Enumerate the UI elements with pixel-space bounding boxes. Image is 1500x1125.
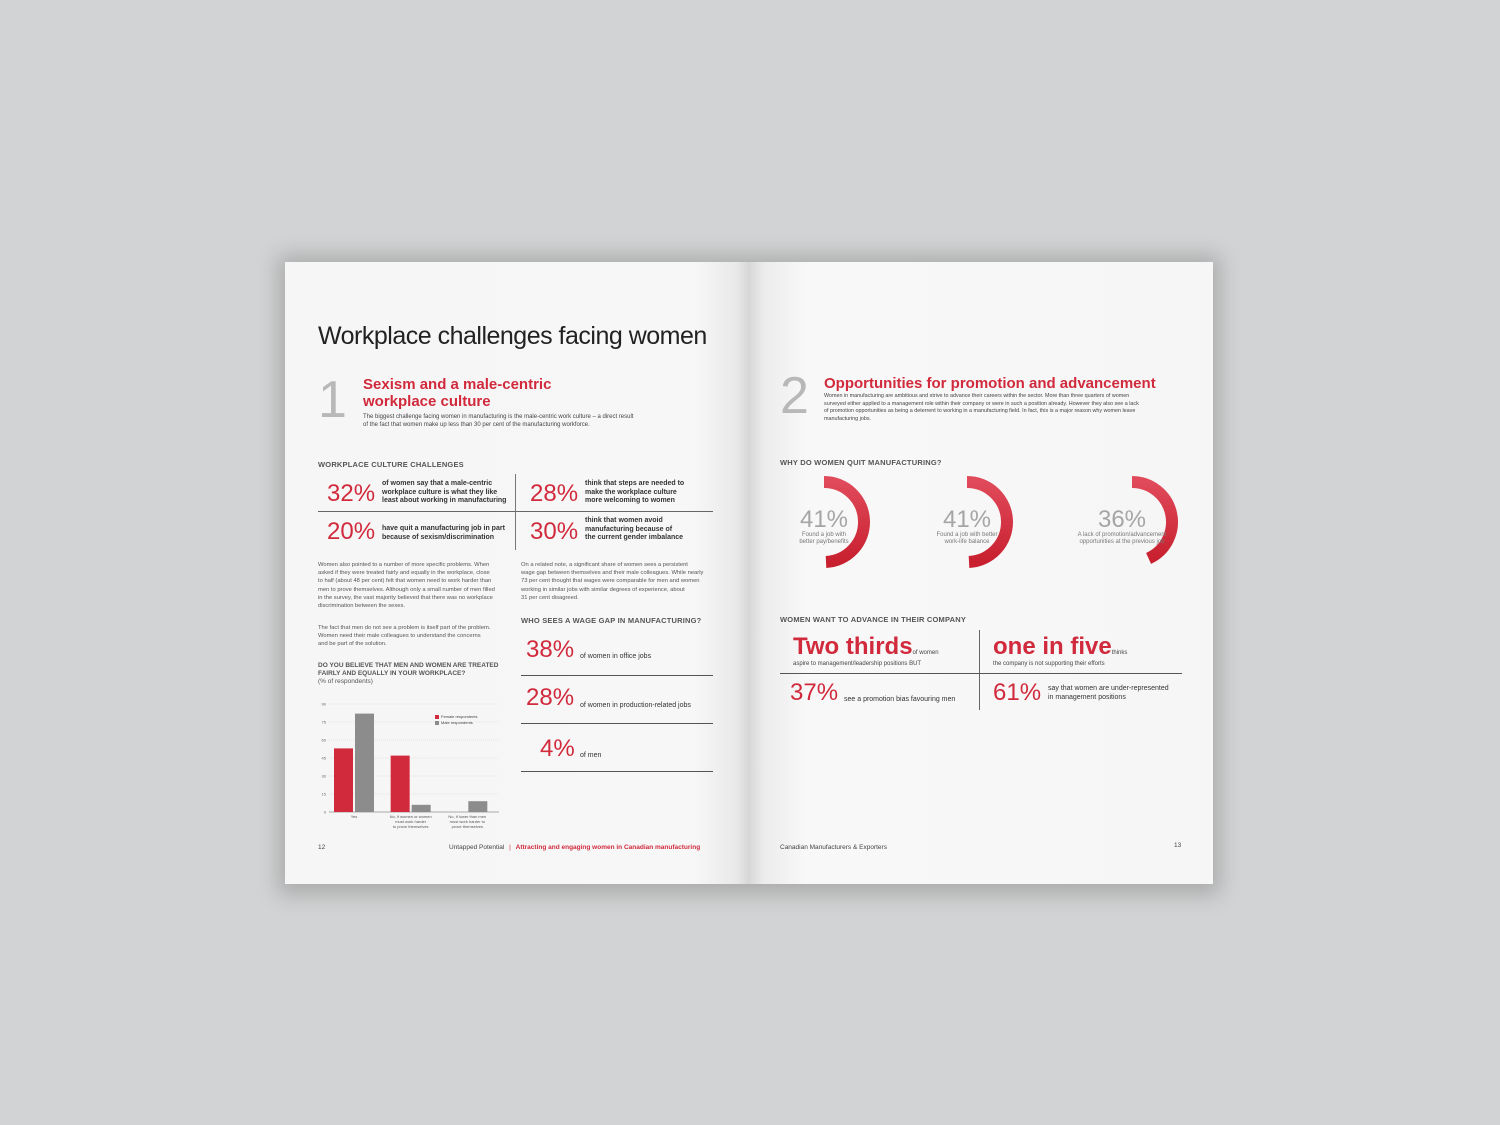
chart-legend-swatch <box>435 715 439 719</box>
wage-divider-3 <box>521 771 713 772</box>
one-in-five-big: one in five <box>993 633 1112 660</box>
body-left-para1 <box>318 561 513 610</box>
chart-heading-line2: FAIRLY AND EQUALLY IN YOUR WORKPLACE? <box>318 670 466 677</box>
stat-20-value: 20% <box>327 518 376 545</box>
footer-subtitle: Attracting and engaging women in Canadian manufacturing <box>515 844 701 851</box>
stat-28-value: 28% <box>530 480 579 507</box>
stat-61-value: 61% <box>993 679 1042 706</box>
body-right-line: working in similar jobs with similar degrees of experience, about <box>521 586 685 593</box>
quit-donut-3-cap1: A lack of promotion/advancement <box>1077 532 1167 538</box>
stat-30-line3: the current gender imbalance <box>585 534 684 541</box>
left-page <box>285 262 750 884</box>
one-in-five-stat <box>993 635 1127 659</box>
quit-donut-2-value: 41% <box>942 506 992 533</box>
stat-37 <box>790 681 838 705</box>
body-left-line: men to prove themselves. Although only a small number of men filled <box>318 586 495 593</box>
chart-y-tick-label: 90 <box>321 701 326 707</box>
stat-20-line1: have quit a manufacturing job in part <box>382 525 505 532</box>
two-thirds-small: of women <box>912 650 939 656</box>
one-in-five-small: thinks <box>1111 650 1128 656</box>
footer-separator: | <box>509 844 511 851</box>
bar-chart <box>315 694 515 844</box>
section2-intro-line: manufacturing jobs. <box>824 415 872 422</box>
chart-y-tick-label: 15 <box>321 791 326 797</box>
body-right-para <box>521 561 721 602</box>
page-title: Workplace challenges facing women <box>318 322 707 350</box>
quit-heading: WHY DO WOMEN QUIT MANUFACTURING? <box>780 458 942 467</box>
chart-y-tick-label: 30 <box>321 773 326 779</box>
chart-x-tick-label: Yes <box>350 814 358 819</box>
body-right-line: 31 per cent disagreed. <box>521 594 579 601</box>
footer-report-title: Untapped Potential <box>449 844 505 851</box>
stat-32-text <box>382 480 512 506</box>
wage-stat-38-label: of women in office jobs <box>580 653 652 660</box>
two-thirds-stat <box>793 635 939 659</box>
stat-61-text <box>1048 685 1169 702</box>
stat-20-line2: because of sexism/discrimination <box>382 533 495 541</box>
advance-divider-horizontal <box>780 673 1182 674</box>
body-right-line: wage gap between themselves and their male colleagues. While nearly <box>521 570 704 577</box>
chart-y-tick-label: 45 <box>321 755 326 761</box>
quit-donut-1-value: 41% <box>799 506 849 533</box>
wage-stat-28 <box>526 686 574 710</box>
body-right-line: 73 per cent thought that wages were comparable for men and women <box>521 578 700 585</box>
wage-stat-4 <box>540 737 575 761</box>
chart-heading-line1: DO YOU BELIEVE THAT MEN AND WOMEN ARE TREATED <box>318 662 499 669</box>
advance-divider-vertical <box>979 630 980 710</box>
right-page <box>750 262 1213 884</box>
chart-x-tick-label: must work harder to <box>449 819 486 824</box>
stat-37-label: see a promotion bias favouring men <box>844 696 956 703</box>
chart-x-tick-label: to prove themselves <box>392 824 429 829</box>
body-left2-line: The fact that men do not see a problem is itself part of the problem. <box>318 625 491 631</box>
chart-heading <box>318 662 498 686</box>
chart-x-tick-label: No, if women or women <box>389 814 432 819</box>
body-left-para2 <box>318 624 513 649</box>
section1-intro-line2: of the fact that women make up less than 30 per cent of the manufacturing workforce. <box>363 422 590 428</box>
quit-donut-2-cap2: work-life balance <box>944 539 990 545</box>
stat-28-line2: make the workplace culture <box>585 488 677 496</box>
chart-legend-label: Female respondents <box>441 714 478 719</box>
body-left-line: asked if they were treated fairly and equally in the workplace, close <box>318 570 490 577</box>
stat-61-line1: say that women are under-represented <box>1048 685 1169 692</box>
footer-title <box>449 844 700 851</box>
body-left2-line: Women need their male colleagues to understand the concerns <box>318 633 481 640</box>
section2-intro-line: surveyed either applied to a management role within their company or were in such a position already. However they also see a lack <box>824 400 1139 407</box>
stat-30-line1: think that women avoid <box>585 517 663 524</box>
stat-20 <box>327 520 375 544</box>
section2-intro <box>824 393 1184 423</box>
body-left2-line: and be part of the solution. <box>318 641 387 648</box>
chart-y-tick-label: 75 <box>321 719 326 725</box>
quit-donut-1-caption <box>774 532 874 546</box>
wage-divider-2 <box>521 723 713 724</box>
chart-bar <box>355 714 374 812</box>
stat-30-value: 30% <box>530 518 579 545</box>
stat-32-line3: least about working in manufacturing <box>382 497 507 504</box>
body-left-line: discrimination between the sexes. <box>318 603 405 610</box>
two-thirds-big: Two thirds <box>793 633 913 660</box>
section2-intro-line: of promotion opportunities as being a deterrent to working in a manufacturing field. In fact, this is a major reason why women leave <box>824 408 1136 414</box>
chart-x-tick-label: must work harder <box>395 819 427 824</box>
quit-donut-2-caption <box>917 532 1017 546</box>
chart-bar <box>334 748 353 812</box>
stat-32-line1: of women say that a male-centric <box>382 480 493 487</box>
footer-page-number-right: 13 <box>1174 842 1182 849</box>
chart-x-tick-label: prove themselves <box>451 824 484 829</box>
stat-28-line3: more welcoming to women <box>585 497 675 504</box>
stat-32-value: 32% <box>327 480 376 507</box>
stat-28-text <box>585 480 710 506</box>
section2-intro-line: Women in manufacturing are ambitious and strive to advance their careers within the sector. More than three quarters of women <box>824 393 1130 399</box>
stat-32-line2: workplace culture is what they like <box>382 488 498 496</box>
section1-intro-line1: The biggest challenge facing women in manufacturing is the male-centric work culture – a direct result <box>363 414 634 420</box>
wage-divider-1 <box>521 675 713 676</box>
section1-intro <box>363 413 693 429</box>
advance-heading: WOMEN WANT TO ADVANCE IN THEIR COMPANY <box>780 615 967 624</box>
quit-donut-2-cap1: Found a job with better <box>936 532 998 538</box>
wage-stat-38-value: 38% <box>526 636 575 663</box>
stat-32 <box>327 482 375 506</box>
section1-heading <box>363 376 623 410</box>
section-number-2: 2 <box>780 367 809 425</box>
quit-donut-1-cap2: better pay/benefits <box>799 539 849 545</box>
chart-bar <box>412 805 431 812</box>
stat-61 <box>993 681 1041 705</box>
section1-heading-line2: workplace culture <box>363 393 491 410</box>
chart-y-tick-label: 0 <box>323 809 326 815</box>
chart-legend-label: Male respondents <box>441 720 473 725</box>
two-thirds-line: aspire to management/leadership positions BUT <box>793 661 922 667</box>
stat-30 <box>530 520 578 544</box>
body-left-line: in the survey, the vast majority believed that there was no workplace <box>318 594 493 601</box>
body-left-line: to half (about 48 per cent) felt that women need to work harder than <box>318 578 492 585</box>
stats-divider-vertical <box>515 474 516 550</box>
section2-heading: Opportunities for promotion and advancement <box>824 375 1156 392</box>
stat-28 <box>530 482 578 506</box>
section-number-1: 1 <box>318 371 347 429</box>
stat-30-text <box>585 517 710 543</box>
chart-y-tick-label: 60 <box>321 737 326 743</box>
stat-20-text <box>382 525 512 542</box>
body-right-line: On a related note, a significant share of women sees a persistent <box>521 562 688 568</box>
wage-stat-4-label: of men <box>580 752 602 759</box>
quit-donut-3-cap2: opportunities at the previous job <box>1079 539 1165 545</box>
chart-heading-line3: (% of respondents) <box>318 678 373 685</box>
wage-stat-28-value: 28% <box>526 684 575 711</box>
chart-bar <box>391 756 410 812</box>
quit-donut-3-caption <box>1052 532 1192 546</box>
chart-x-tick-label: No, if lower than men <box>448 814 487 819</box>
footer-org: Canadian Manufacturers & Exporters <box>780 844 887 851</box>
wage-stat-38 <box>526 638 574 662</box>
stat-30-line2: manufacturing because of <box>585 525 673 533</box>
stat-61-line2: in management positions <box>1048 693 1126 701</box>
stat-28-line1: think that steps are needed to <box>585 480 685 487</box>
culture-challenges-heading: WORKPLACE CULTURE CHALLENGES <box>318 460 464 469</box>
quit-donut-3-value: 36% <box>1097 506 1147 533</box>
one-in-five-line: the company is not supporting their efforts <box>993 661 1105 667</box>
body-left-line: Women also pointed to a number of more specific problems. When <box>318 562 490 568</box>
footer-page-number: 12 <box>318 844 326 851</box>
wage-stat-28-label: of women in production-related jobs <box>580 702 691 709</box>
wage-stat-4-value: 4% <box>540 735 575 762</box>
quit-donut-1-cap1: Found a job with <box>801 532 847 538</box>
chart-bar <box>468 801 487 812</box>
stat-37-value: 37% <box>790 679 839 706</box>
chart-legend-swatch <box>435 721 439 725</box>
section1-heading-line1: Sexism and a male-centric <box>363 376 552 393</box>
wage-gap-heading: WHO SEES A WAGE GAP IN MANUFACTURING? <box>521 616 702 625</box>
